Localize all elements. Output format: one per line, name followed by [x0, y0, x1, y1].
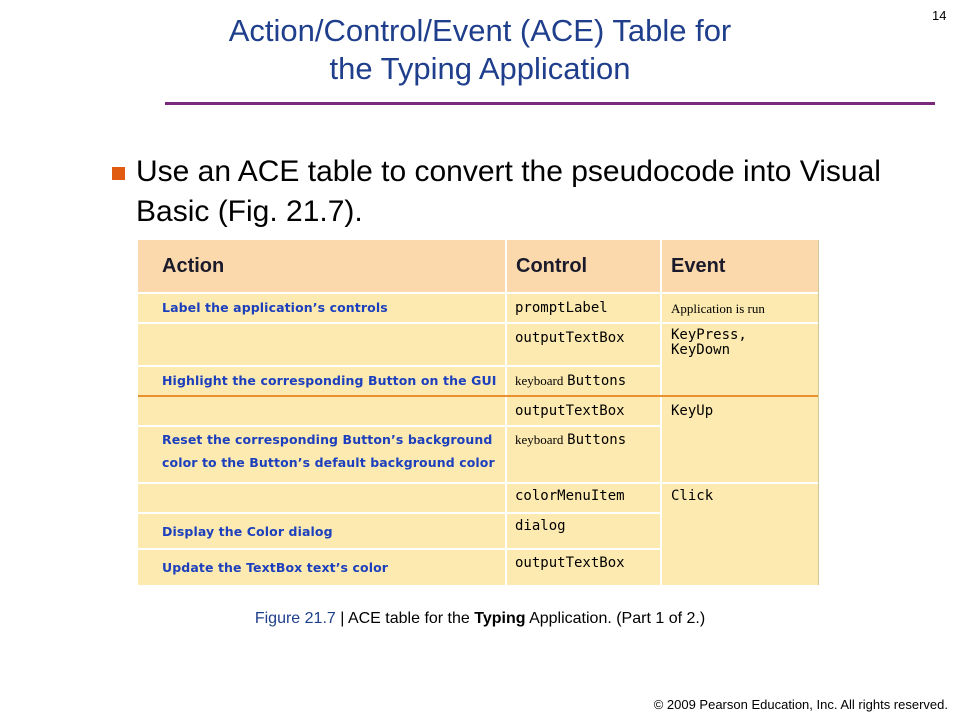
- slide-title-line-2: the Typing Application: [329, 51, 631, 86]
- slide-number: 14: [932, 8, 947, 23]
- section-divider: [138, 395, 818, 397]
- header-event: Event: [671, 255, 726, 277]
- control-cell: [515, 371, 626, 391]
- copyright-notice: © 2009 Pearson Education, Inc. All rights reserved.: [653, 697, 948, 712]
- event-cell: KeyUp: [671, 403, 714, 419]
- caption-separator: |: [335, 610, 348, 627]
- action-cell-line-1: Reset the corresponding Button’s background: [162, 432, 493, 447]
- row-divider: [138, 548, 660, 550]
- row-divider: [138, 425, 660, 427]
- row-divider: [138, 322, 818, 324]
- action-cell-line-2: color to the Button’s default background color: [162, 455, 495, 470]
- action-cell: Highlight the corresponding Button on the GUI: [162, 373, 497, 388]
- header-control: Control: [516, 255, 588, 277]
- control-cell: promptLabel: [515, 300, 608, 316]
- action-cell: Display the Color dialog: [162, 524, 333, 539]
- control-prefix: keyboard: [515, 373, 564, 388]
- slide-title-line-1: Action/Control/Event (ACE) Table for: [228, 13, 732, 48]
- control-cell: outputTextBox: [515, 555, 625, 571]
- control-cell: outputTextBox: [515, 403, 625, 419]
- figure-caption: [0, 610, 960, 628]
- row-divider: [138, 482, 818, 484]
- ace-table: [138, 240, 819, 585]
- event-cell: Application is run: [671, 301, 765, 316]
- row-divider: [138, 512, 660, 514]
- caption-text-before: ACE table for the: [347, 610, 475, 627]
- caption-app-name: Typing: [474, 610, 526, 627]
- bullet-square-icon: [112, 167, 125, 180]
- control-name: Buttons: [567, 373, 627, 389]
- header-action: Action: [162, 255, 225, 277]
- control-cell: colorMenuItem: [515, 488, 625, 504]
- action-cell: Label the application’s controls: [162, 300, 388, 315]
- event-cell: KeyPress, KeyDown: [671, 327, 747, 358]
- caption-text-after: Application. (Part 1 of 2.): [525, 610, 706, 627]
- slide-title: [100, 12, 860, 88]
- control-cell: dialog: [515, 518, 566, 534]
- bullet-text: Use an ACE table to convert the pseudocode into Visual Basic (Fig. 21.7).: [136, 155, 881, 228]
- figure-label: Figure 21.7: [254, 610, 336, 627]
- row-divider: [138, 292, 818, 294]
- action-cell: Update the TextBox text’s color: [162, 560, 389, 575]
- control-name: Buttons: [567, 432, 627, 448]
- event-cell: Click: [671, 488, 714, 504]
- row-divider: [138, 365, 660, 367]
- control-prefix: keyboard: [515, 432, 564, 447]
- control-cell: [515, 430, 626, 450]
- title-divider: [165, 102, 935, 105]
- control-cell: outputTextBox: [515, 330, 625, 346]
